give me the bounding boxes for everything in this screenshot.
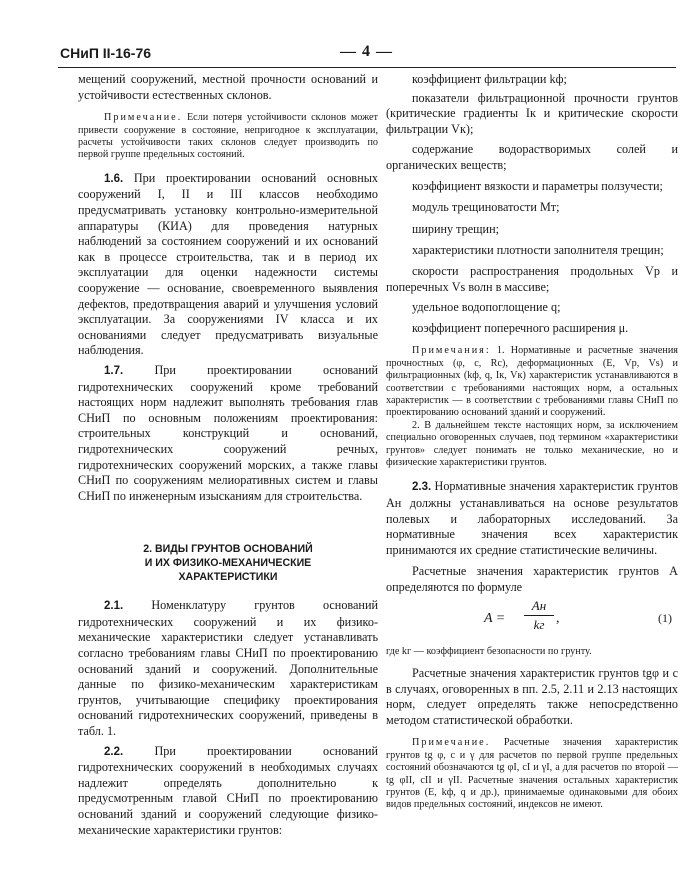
paragraph-2-2-text: При проектировании оснований гидротехнических сооружений в необходимых случаях надлежит определять дополнительно к предусмотренным главой СНиП по проектированию оснований зданий и сооружений следующие физико-механические характеристики грунтов: (78, 743, 378, 837)
list-item: показатели фильтрационной прочности грунтов (критические градиенты Iк и критические скорости фильтрации Vк); (386, 90, 678, 136)
list-item: содержание водорастворимых солей и органических веществ; (386, 142, 678, 172)
paragraph-2-2 (78, 744, 378, 839)
paragraph-2-2-number: 2.2. (104, 745, 124, 758)
paragraph-2-1 (78, 598, 378, 739)
section-heading-line-3: ХАРАКТЕРИСТИКИ (178, 571, 278, 584)
paragraph-1-6-number: 1.6. (104, 172, 124, 185)
paragraph-2-3 (386, 479, 678, 558)
notes-block (386, 345, 678, 419)
paragraph-2-3-number: 2.3. (412, 481, 432, 494)
section-heading (78, 542, 378, 584)
list-item: характеристики плотности заполнителя трещин; (412, 243, 664, 258)
left-column (78, 72, 378, 838)
list-item: коэффициент поперечного расширения μ. (412, 320, 629, 335)
list-item: модуль трещиноватости Mт; (412, 200, 560, 215)
section-heading-line-2: И ИХ ФИЗИКО-МЕХАНИЧЕСКИЕ (144, 557, 312, 570)
page-number: — 4 — (340, 43, 393, 60)
formula-where: где kг — коэффициент безопасности по грунту. (386, 645, 592, 657)
list-item: коэффициент фильтрации kф; (412, 72, 567, 86)
paragraph-1-7 (78, 363, 378, 504)
paragraph-1-6 (78, 171, 378, 359)
list-item: скорости распространения продольных Vp и поперечных Vs волн в массиве; (386, 263, 678, 294)
list-item: удельное водопоглощение q; (412, 300, 561, 315)
note-1-label: Примечание. (104, 112, 183, 124)
paragraph-calc: Расчетные значения характеристик грунтов A определяются по формуле (386, 564, 678, 594)
paragraph-1-6-text: При проектировании оснований основных сооружений I, II и III классов необходимо предусматривать установку контрольно-измерительной аппаратуры (КИА) для проведения натурных наблюдений за состоянием сооружений и их оснований как в процессе строительства, так и в период их эксплуатации для оценки надежности системы сооружение — основание, своевременного выявления дефектов, предотвращения аварий и улучшения условий эксплуатации. За сооружениями IV класса и их основаниями следует предусматривать визуальные наблюдения. (78, 170, 378, 358)
note-1-text: Если потеря устойчивости склонов может привести сооружение в состояние, непригодное к эксплуатации, расчеты устойчивости таких склонов следует производить по первой группе предельных состояний. (78, 112, 378, 161)
section-heading-line-1: 2. ВИДЫ ГРУНТОВ ОСНОВАНИЙ (143, 543, 313, 556)
paragraph-2-1-text: Номенклатуру грунтов оснований гидротехнических сооружений и их физико-механические характеристики следует устанавливать согласно требованиям главы СНиП по проектированию оснований зданий и сооружений. Дополнительные данные по физико-механическим характеристикам грунтов, учитывающие специфику проектирования оснований гидротехнических сооружений, приведены в табл. 1. (78, 598, 378, 739)
formula-1 (386, 598, 678, 642)
formula-fraction (524, 598, 554, 633)
paragraph-intro: мещений сооружений, местной прочности оснований и устойчивости естественных склонов. (78, 72, 378, 102)
paragraph-1-7-text: При проектировании оснований гидротехнических сооружений кроме требований настоящих норм надлежит выполнять требования глав СНиП по основным положениям проектирования: строительных конструкций и оснований, гидротехнических сооружений речных, гидротехнических сооружений морских, а также главы СНиП по сооружениям мелиоративных систем и главы СНиП по инженерным изысканиям для строительства. (78, 362, 378, 503)
formula-lhs: A = (484, 610, 506, 626)
fraction-bar (524, 615, 554, 616)
note-b: 2. В дальнейшем тексте настоящих норм, за исключением специально оговоренных случаев, под термином «характеристики грунтов» следует понимать не только механические, но и физические характеристики грунтов. (386, 419, 678, 468)
note-c-label: Примечание. (412, 737, 491, 749)
note-1 (78, 112, 378, 162)
right-column (386, 72, 678, 812)
paragraph-calc-2: Расчетные значения характеристик грунтов tgφ и c в случаях, оговоренных в пп. 2.5, 2.11 и 2.13 настоящих норм, следует определять также непосредственно методом статистической обработки. (386, 665, 678, 727)
document-code: СНиП II-16-76 (60, 45, 152, 61)
paragraph-1-7-number: 1.7. (104, 364, 124, 377)
formula-numerator: Aн (531, 597, 547, 613)
paragraph-2-1-number: 2.1. (104, 600, 124, 613)
list-item: ширину трещин; (412, 221, 499, 236)
paragraph-2-3-text: Нормативные значения характеристик грунтов Aн должны устанавливаться на основе результатов полевых и лабораторных исследований. За нормативные значения всех характеристик принимаются их средние статистические величины. (386, 479, 678, 557)
formula-comma: , (556, 610, 560, 626)
note-c (386, 737, 678, 811)
equation-number: (1) (658, 610, 672, 625)
note-a-text: 1. Нормативные и расчетные значения прочностных (φ, c, Rc), деформационных (E, Vp, Vs) и фильтрационных (kф, q, Iк, Vк) характеристик устанавливаются в соответствии с требованиями настоящих норм, а остальных характеристик — в соответствии с требованиями главы СНиП по проектированию оснований зданий и сооружений. (386, 345, 678, 419)
list-item: коэффициент вязкости и параметры ползучести; (412, 178, 663, 193)
note-c-text: Расчетные значения характеристик грунтов tg φ, c и γ для расчетов по первой группе предельных состояний обозначаются tg φI, cI и γI, а для расчетов по второй — tg φII, cII и γII. Расчетные значения остальных характеристик грунтов (E, kф, q и др.), принимаемые одинаковыми для обоих видов предельных состояний, индексов не имеют. (386, 737, 678, 811)
formula-denominator: kг (533, 616, 545, 632)
notes-label: Примечания: (412, 345, 491, 357)
header-rule (58, 67, 676, 68)
